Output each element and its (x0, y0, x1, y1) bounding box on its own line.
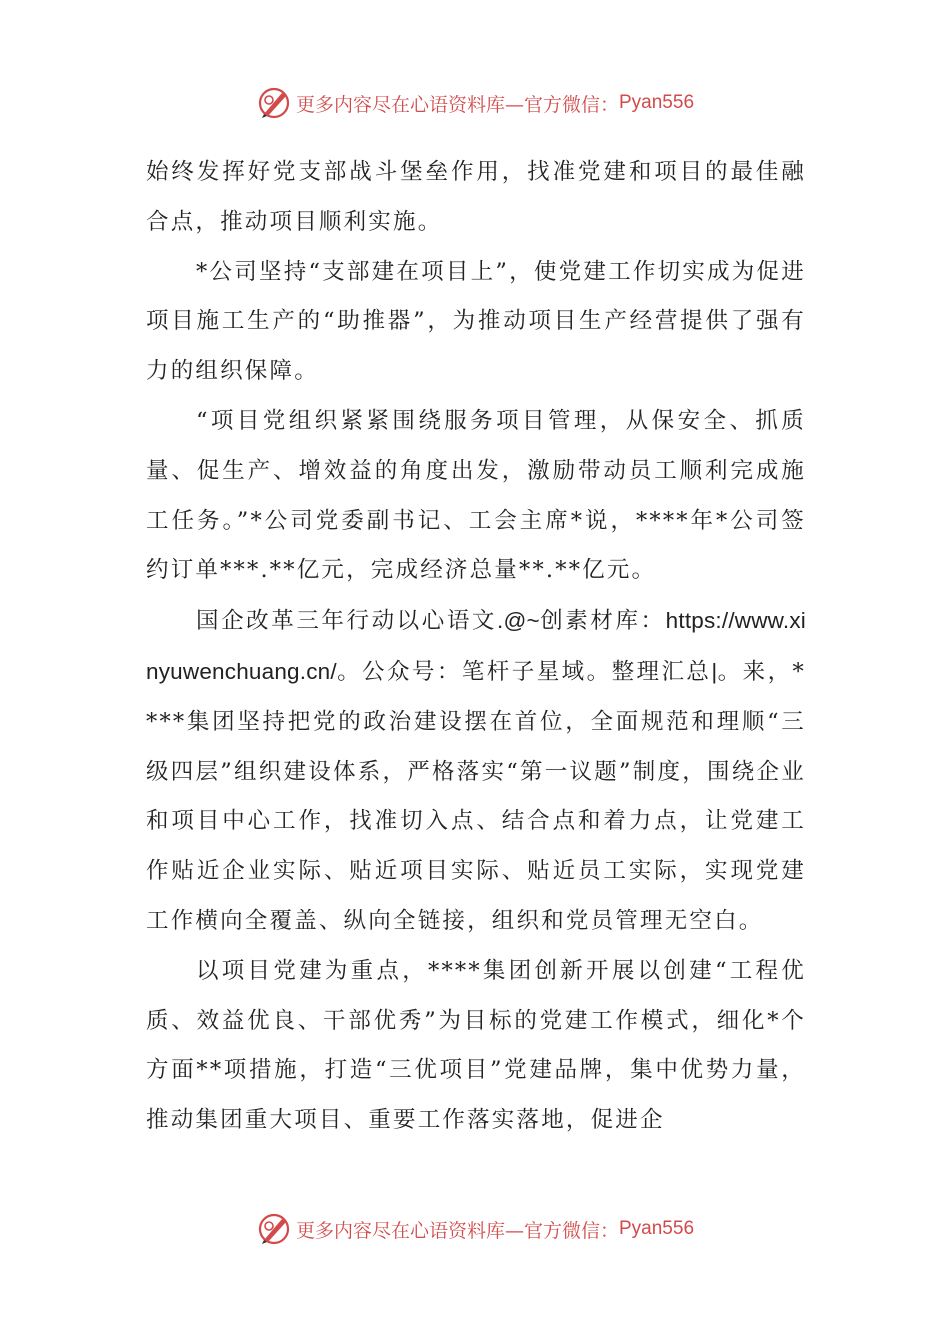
footer-banner (0, 1209, 950, 1249)
pen-circle-logo-icon (256, 85, 292, 121)
paragraph-text: 国企改革三年行动以心语文 (196, 608, 497, 635)
paragraph (146, 148, 806, 248)
pen-circle-logo-icon (256, 1211, 292, 1247)
paragraph (146, 596, 806, 947)
paragraph-text: 创素材库： (539, 608, 666, 635)
banner-text: 更多内容尽在心语资料库—官方微信： (295, 1219, 619, 1242)
paragraph-text: “项目党组织紧紧围绕服务项目管理，从保安全、抓质量、促生产、增效益的角度出发，激励带动员工顺利完成施工任务。”*公司党委副书记、工会主席*说，****年*公司签约订单***.**亿元，完成经济总量**.**亿元。 (146, 407, 806, 584)
paragraph-text: 以项目党建为重点，****集团创新开展以创建“工程优质、效益优良、干部优秀”为目标的党建工作模式，细化*个方面**项措施，打造“三优项目”党建品牌，集中优势力量，推动集团重大项目、重要工作落实落地，促进企 (146, 957, 806, 1134)
paragraph (146, 248, 806, 397)
paragraph (146, 947, 806, 1146)
paragraph-symbol-text: | (711, 658, 718, 684)
paragraph-text: 。公众号：笔杆子星域。整理汇总 (336, 658, 712, 685)
paragraph-text: 。来，****集团坚持把党的政治建设摆在首位，全面规范和理顺“三级四层”组织建设体系，严格落实“第一议题”制度，围绕企业和项目中心工作，找准切入点、结合点和着力点，让党建工作贴近企业实际、贴近项目实际、贴近员工实际，实现党建工作横向全覆盖、纵向全链接，组织和党员管理无空白。 (146, 658, 806, 934)
banner-text: 更多内容尽在心语资料库—官方微信： (295, 93, 619, 116)
paragraph-text: 始终发挥好党支部战斗堡垒作用，找准党建和项目的最佳融合点，推动项目顺利实施。 (146, 159, 806, 235)
paragraph-text: *公司坚持“支部建在项目上”，使党建工作切实成为促进项目施工生产的“助推器”，为推动项目生产经营提供了强有力的组织保障。 (146, 258, 806, 385)
document-body (146, 148, 806, 1146)
header-banner (0, 83, 950, 123)
paragraph-symbol-text: .@~ (497, 608, 540, 634)
banner-wechat-id: Pyan556 (619, 1218, 695, 1239)
banner-wechat-id: Pyan556 (619, 92, 695, 113)
paragraph (146, 397, 806, 596)
url-link[interactable]: https://www.xinyuwenchuang.cn/ (146, 608, 806, 684)
